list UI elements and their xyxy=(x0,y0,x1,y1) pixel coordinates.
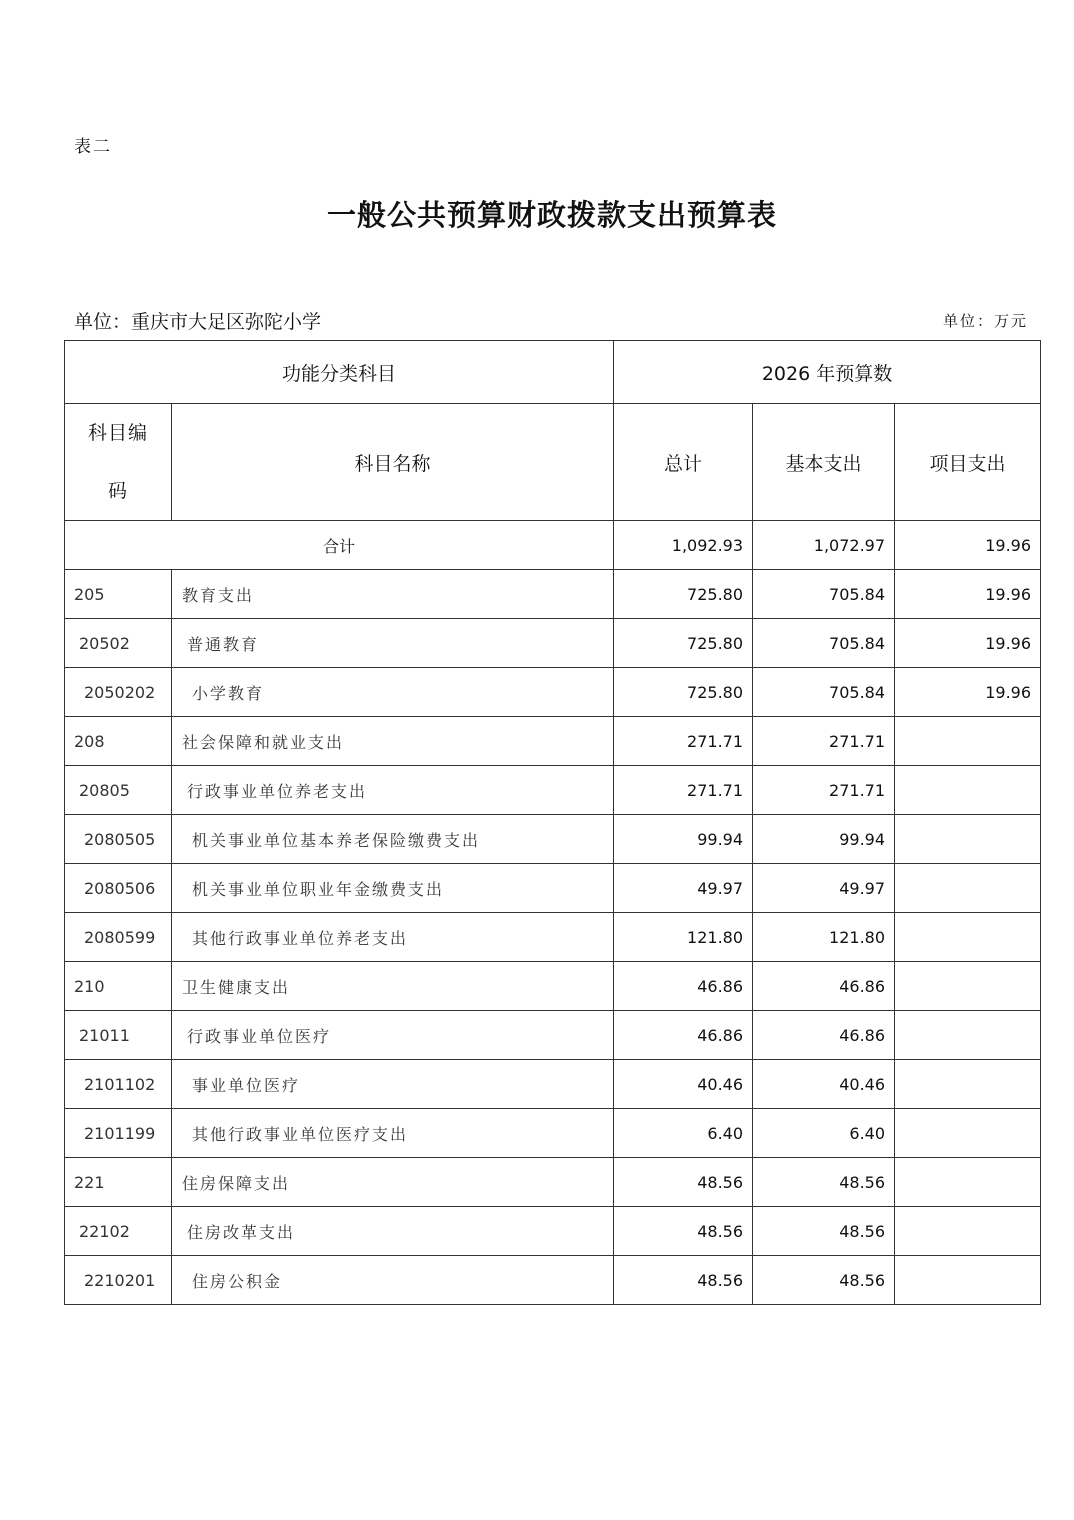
budget-year-header: 2026 年预算数 xyxy=(614,341,1041,404)
total-project: 19.96 xyxy=(895,521,1041,570)
subject-name: 住房保障支出 xyxy=(172,1158,614,1207)
subject-name: 其他行政事业单位医疗支出 xyxy=(172,1109,614,1158)
row-total: 40.46 xyxy=(614,1060,753,1109)
row-project: 19.96 xyxy=(895,570,1041,619)
row-project: 19.96 xyxy=(895,668,1041,717)
column-header-row xyxy=(65,404,1041,521)
basic-column-header: 基本支出 xyxy=(753,404,895,521)
row-basic: 705.84 xyxy=(753,668,895,717)
table-row xyxy=(65,1256,1041,1305)
subject-name: 卫生健康支出 xyxy=(172,962,614,1011)
subject-name: 小学教育 xyxy=(172,668,614,717)
row-total: 271.71 xyxy=(614,766,753,815)
subject-code: 2050202 xyxy=(65,668,172,717)
project-column-header: 项目支出 xyxy=(895,404,1041,521)
code-header-line2: 码 xyxy=(107,480,128,502)
row-basic: 46.86 xyxy=(753,962,895,1011)
row-basic: 6.40 xyxy=(753,1109,895,1158)
row-basic: 99.94 xyxy=(753,815,895,864)
page-title: 一般公共预算财政拨款支出预算表 xyxy=(326,198,777,232)
row-project xyxy=(895,1060,1041,1109)
row-project: 19.96 xyxy=(895,619,1041,668)
total-column-header: 总计 xyxy=(614,404,753,521)
row-basic: 121.80 xyxy=(753,913,895,962)
subject-name: 其他行政事业单位养老支出 xyxy=(172,913,614,962)
subject-name: 事业单位医疗 xyxy=(172,1060,614,1109)
table-row xyxy=(65,668,1041,717)
table-row xyxy=(65,1109,1041,1158)
subject-code: 20502 xyxy=(65,619,172,668)
row-total: 46.86 xyxy=(614,1011,753,1060)
row-project xyxy=(895,1158,1041,1207)
row-basic: 48.56 xyxy=(753,1207,895,1256)
table-row xyxy=(65,1060,1041,1109)
row-total: 99.94 xyxy=(614,815,753,864)
row-basic: 271.71 xyxy=(753,766,895,815)
name-column-header: 科目名称 xyxy=(172,404,614,521)
table-row xyxy=(65,766,1041,815)
table-row xyxy=(65,1158,1041,1207)
row-basic: 705.84 xyxy=(753,619,895,668)
subject-code: 210 xyxy=(65,962,172,1011)
row-total: 48.56 xyxy=(614,1207,753,1256)
total-row xyxy=(65,521,1041,570)
total-basic: 1,072.97 xyxy=(753,521,895,570)
row-basic: 705.84 xyxy=(753,570,895,619)
subject-code: 221 xyxy=(65,1158,172,1207)
subject-name: 住房公积金 xyxy=(172,1256,614,1305)
subject-name: 普通教育 xyxy=(172,619,614,668)
row-basic: 40.46 xyxy=(753,1060,895,1109)
subject-name: 社会保障和就业支出 xyxy=(172,717,614,766)
table-label: 表二 xyxy=(74,137,112,157)
subject-code: 2080506 xyxy=(65,864,172,913)
table-row xyxy=(65,1011,1041,1060)
subject-name: 教育支出 xyxy=(172,570,614,619)
row-total: 725.80 xyxy=(614,570,753,619)
group-header-row xyxy=(65,341,1041,404)
row-project xyxy=(895,717,1041,766)
row-project xyxy=(895,962,1041,1011)
subject-code: 2101102 xyxy=(65,1060,172,1109)
subject-name: 机关事业单位基本养老保险缴费支出 xyxy=(172,815,614,864)
table-row xyxy=(65,913,1041,962)
code-header-line1: 科目编 xyxy=(87,422,148,444)
subject-code: 22102 xyxy=(65,1207,172,1256)
subject-code: 20805 xyxy=(65,766,172,815)
subject-code: 2080599 xyxy=(65,913,172,962)
row-total: 121.80 xyxy=(614,913,753,962)
table-row xyxy=(65,962,1041,1011)
row-basic: 48.56 xyxy=(753,1256,895,1305)
row-project xyxy=(895,815,1041,864)
subject-code: 205 xyxy=(65,570,172,619)
row-project xyxy=(895,913,1041,962)
row-total: 6.40 xyxy=(614,1109,753,1158)
table-row xyxy=(65,864,1041,913)
unit-organization: 单位：重庆市大足区弥陀小学 xyxy=(74,311,322,333)
code-column-header xyxy=(65,404,172,521)
total-label: 合计 xyxy=(65,521,614,570)
total-sum: 1,092.93 xyxy=(614,521,753,570)
subject-code: 2101199 xyxy=(65,1109,172,1158)
row-project xyxy=(895,1207,1041,1256)
row-total: 725.80 xyxy=(614,668,753,717)
table-row xyxy=(65,815,1041,864)
row-total: 271.71 xyxy=(614,717,753,766)
row-basic: 46.86 xyxy=(753,1011,895,1060)
row-project xyxy=(895,1109,1041,1158)
row-total: 725.80 xyxy=(614,619,753,668)
subject-code: 2210201 xyxy=(65,1256,172,1305)
budget-table xyxy=(64,340,1041,1305)
row-project xyxy=(895,864,1041,913)
unit-currency: 单位：万元 xyxy=(942,312,1028,330)
row-project xyxy=(895,1011,1041,1060)
subject-name: 机关事业单位职业年金缴费支出 xyxy=(172,864,614,913)
subject-code: 21011 xyxy=(65,1011,172,1060)
subject-name: 住房改革支出 xyxy=(172,1207,614,1256)
functional-category-header: 功能分类科目 xyxy=(65,341,614,404)
subject-code: 2080505 xyxy=(65,815,172,864)
row-basic: 271.71 xyxy=(753,717,895,766)
row-total: 48.56 xyxy=(614,1256,753,1305)
row-basic: 49.97 xyxy=(753,864,895,913)
table-row xyxy=(65,619,1041,668)
subject-name: 行政事业单位医疗 xyxy=(172,1011,614,1060)
table-row xyxy=(65,1207,1041,1256)
subject-code: 208 xyxy=(65,717,172,766)
table-row xyxy=(65,717,1041,766)
row-basic: 48.56 xyxy=(753,1158,895,1207)
row-total: 49.97 xyxy=(614,864,753,913)
row-total: 46.86 xyxy=(614,962,753,1011)
row-project xyxy=(895,1256,1041,1305)
table-row xyxy=(65,570,1041,619)
row-total: 48.56 xyxy=(614,1158,753,1207)
subject-name: 行政事业单位养老支出 xyxy=(172,766,614,815)
row-project xyxy=(895,766,1041,815)
